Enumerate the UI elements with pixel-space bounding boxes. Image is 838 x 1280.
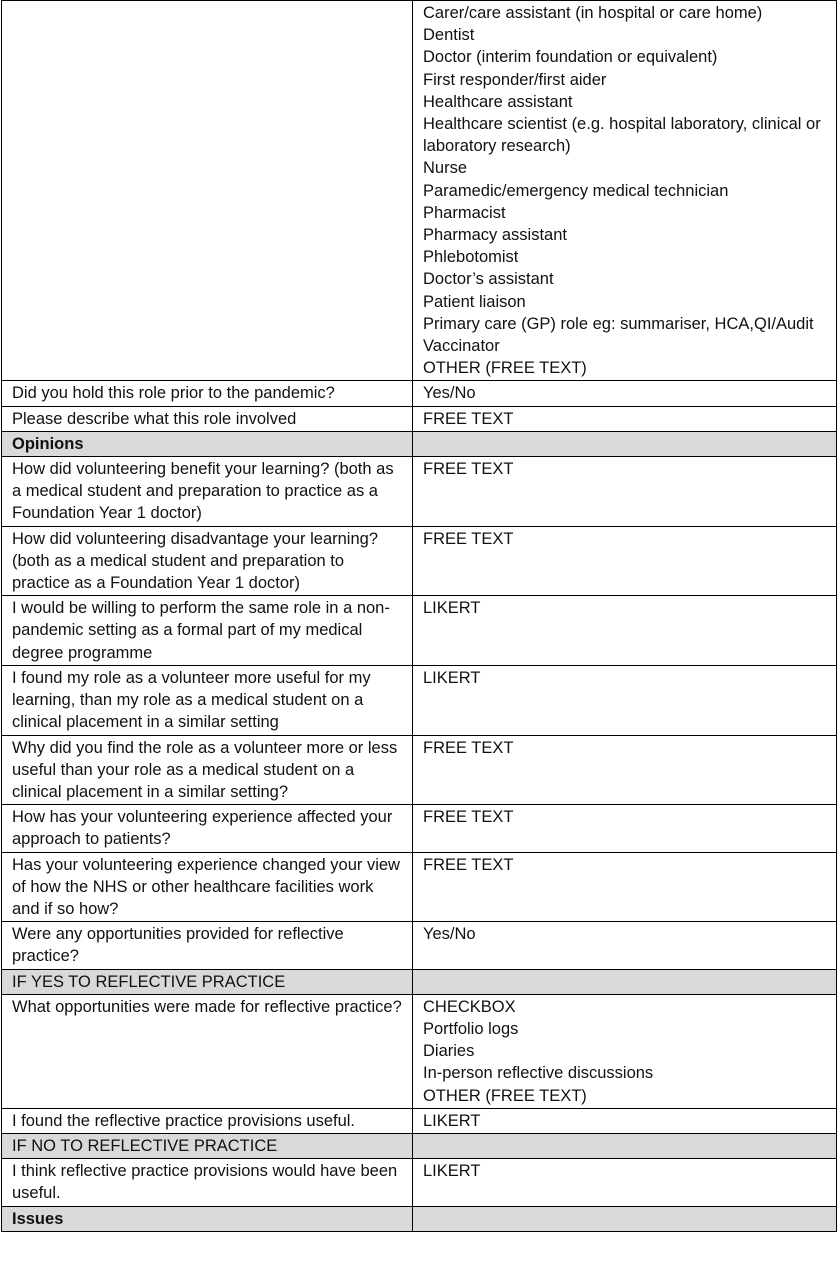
response-option: Doctor’s assistant <box>423 270 554 289</box>
response-type-cell <box>413 1108 837 1133</box>
response-option: CHECKBOX <box>423 997 516 1016</box>
response-option: Carer/care assistant (in hospital or care home) <box>423 4 763 22</box>
section-header-row <box>2 431 837 456</box>
response-option: Nurse <box>423 159 468 178</box>
response-option: Healthcare scientist (e.g. hospital laboratory, clinical or laboratory research) <box>423 115 821 156</box>
response-option: First responder/first aider <box>423 70 607 89</box>
response-option: Healthcare assistant <box>423 92 573 111</box>
question-text: I would be willing to perform the same role in a non-pandemic setting as a formal part of my medical degree programme <box>2 596 413 666</box>
response-type-cell <box>413 457 837 527</box>
response-option: Phlebotomist <box>423 248 519 267</box>
response-type-cell <box>413 431 837 456</box>
question-text: How did volunteering disadvantage your learning? (both as a medical student and preparation to practice as a Foundation Year 1 doctor) <box>2 526 413 596</box>
question-row <box>2 381 837 406</box>
question-row <box>2 406 837 431</box>
response-type-cell <box>413 1 837 381</box>
response-type-cell <box>413 735 837 805</box>
response-option: LIKERT <box>423 599 481 618</box>
question-row <box>2 805 837 852</box>
response-option: Primary care (GP) role eg: summariser, HCA,QI/Audit <box>423 314 814 333</box>
question-text: How has your volunteering experience affected your approach to patients? <box>2 805 413 852</box>
survey-question-table <box>1 0 837 1232</box>
section-title: Issues <box>2 1206 413 1231</box>
response-option: LIKERT <box>423 1162 481 1181</box>
response-type-cell <box>413 406 837 431</box>
section-header-row <box>2 969 837 994</box>
question-text: How did volunteering benefit your learning? (both as a medical student and preparation to practice as a Foundation Year 1 doctor) <box>2 457 413 527</box>
question-row <box>2 735 837 805</box>
response-option: OTHER (FREE TEXT) <box>423 1086 587 1105</box>
question-text: Were any opportunities provided for reflective practice? <box>2 922 413 969</box>
section-title: IF NO TO REFLECTIVE PRACTICE <box>2 1133 413 1158</box>
response-type-cell <box>413 969 837 994</box>
question-row <box>2 852 837 922</box>
section-title: IF YES TO REFLECTIVE PRACTICE <box>2 969 413 994</box>
question-text <box>2 1 413 381</box>
response-type-cell <box>413 596 837 666</box>
question-text: Did you hold this role prior to the pandemic? <box>2 381 413 406</box>
response-option: Yes/No <box>423 384 476 403</box>
response-option: Pharmacist <box>423 203 506 222</box>
response-option: LIKERT <box>423 1111 481 1130</box>
question-text: Has your volunteering experience changed your view of how the NHS or other healthcare facilities work and if so how? <box>2 852 413 922</box>
section-header-row <box>2 1133 837 1158</box>
question-text: Please describe what this role involved <box>2 406 413 431</box>
response-option: OTHER (FREE TEXT) <box>423 359 587 378</box>
question-text: I think reflective practice provisions would have been useful. <box>2 1159 413 1206</box>
question-text: I found my role as a volunteer more useful for my learning, than my role as a medical student on a clinical placement in a similar setting <box>2 665 413 735</box>
response-option: Doctor (interim foundation or equivalent) <box>423 48 718 67</box>
response-type-cell <box>413 994 837 1108</box>
response-type-cell <box>413 381 837 406</box>
response-option: FREE TEXT <box>423 855 514 874</box>
response-type-cell <box>413 526 837 596</box>
response-option: Dentist <box>423 26 475 45</box>
question-row <box>2 596 837 666</box>
response-option: Yes/No <box>423 925 476 944</box>
question-row <box>2 994 837 1108</box>
response-type-cell <box>413 1133 837 1158</box>
response-option: Paramedic/emergency medical technician <box>423 181 729 200</box>
response-type-cell <box>413 665 837 735</box>
question-row <box>2 526 837 596</box>
response-type-cell <box>413 1206 837 1231</box>
response-option: Patient liaison <box>423 292 526 311</box>
question-text: Why did you find the role as a volunteer more or less useful than your role as a medical student on a clinical placement in a similar setting? <box>2 735 413 805</box>
section-header-row <box>2 1206 837 1231</box>
question-row <box>2 665 837 735</box>
response-type-cell <box>413 805 837 852</box>
response-option: LIKERT <box>423 668 481 687</box>
response-type-cell <box>413 1159 837 1206</box>
question-row <box>2 1 837 381</box>
question-text: What opportunities were made for reflective practice? <box>2 994 413 1108</box>
section-title: Opinions <box>2 431 413 456</box>
response-option: FREE TEXT <box>423 460 514 479</box>
question-row <box>2 457 837 527</box>
response-option: In-person reflective discussions <box>423 1064 654 1083</box>
response-option: Pharmacy assistant <box>423 226 567 245</box>
response-option: Portfolio logs <box>423 1019 519 1038</box>
response-option: FREE TEXT <box>423 808 514 827</box>
response-option: FREE TEXT <box>423 409 514 428</box>
response-option: FREE TEXT <box>423 738 514 757</box>
question-row <box>2 1159 837 1206</box>
response-option: Vaccinator <box>423 337 500 356</box>
response-option: Diaries <box>423 1042 475 1061</box>
question-row <box>2 1108 837 1133</box>
question-row <box>2 922 837 969</box>
survey-table-body <box>2 1 837 1232</box>
response-type-cell <box>413 852 837 922</box>
response-type-cell <box>413 922 837 969</box>
response-option: FREE TEXT <box>423 529 514 548</box>
question-text: I found the reflective practice provisions useful. <box>2 1108 413 1133</box>
